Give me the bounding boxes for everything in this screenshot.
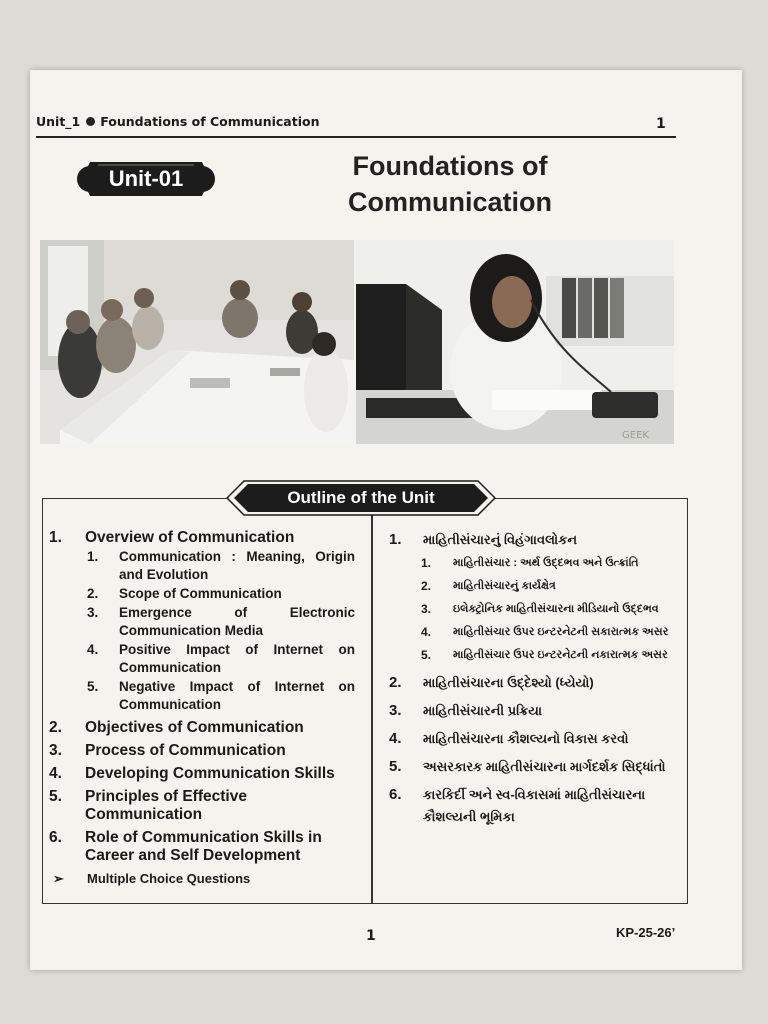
item-number: 6. — [389, 786, 402, 803]
item-text: Emergence of Electronic Communication Media — [119, 605, 355, 638]
outline-gu-item — [383, 756, 679, 778]
item-text: Multiple Choice Questions — [87, 871, 251, 886]
badge-text: Unit-01 — [108, 166, 184, 191]
outline-en-item — [49, 719, 355, 737]
telephone-photo — [356, 240, 674, 444]
outline-gu-item — [383, 552, 679, 574]
meeting-illustration-icon — [40, 240, 354, 444]
outline-banner-text: Outline of the Unit — [287, 488, 435, 507]
item-text: ઇલેક્ટ્રોનિક માહિતીસંચારના મીડિયાનો ઉદ્દભવ — [453, 603, 659, 615]
header-unit-label: Unit_1 — [36, 114, 81, 129]
outline-gu-item — [383, 672, 679, 694]
item-number: 4. — [421, 625, 432, 639]
item-text: Role of Communication Skills in Career and Self Development — [85, 829, 322, 864]
outline-english-column — [49, 529, 355, 888]
item-number: 2. — [87, 586, 99, 601]
item-text: માહિતીસંચાર ઉપર ઇન્ટરનેટની સકારાત્મક અસર — [453, 626, 669, 638]
outline-en-item — [49, 829, 355, 865]
item-text: Negative Impact of Internet on Communication — [119, 679, 355, 712]
item-text: Developing Communication Skills — [85, 765, 335, 782]
outline-en-item — [49, 641, 355, 677]
item-number: 1. — [421, 556, 432, 570]
item-text: માહિતીસંચારની પ્રક્રિયા — [423, 703, 543, 718]
outline-banner — [226, 480, 496, 516]
outline-divider — [371, 499, 373, 903]
phone-illustration-icon — [356, 240, 674, 444]
title-line-1: Foundations of — [352, 151, 548, 181]
outline-en-item — [49, 678, 355, 714]
item-text: અસરકારક માહિતીસંચારના માર્ગદર્શક સિદ્ધાંતો — [423, 759, 666, 774]
item-number: 3. — [49, 742, 62, 759]
item-number: 5. — [49, 788, 62, 805]
item-text: માહિતીસંચારના કૌશલ્યનો વિકાસ કરવો — [423, 731, 629, 746]
item-text: કારકિર્દી અને સ્વ-વિકાસમાં માહિતીસંચારના કૌશલ્યની ભૂમિકા — [423, 787, 646, 824]
outline-en-item — [49, 585, 355, 603]
item-text: માહિતીસંચાર : અર્થ ઉદ્દભવ અને ઉત્ક્રાંતિ — [453, 557, 639, 569]
running-header — [36, 110, 676, 138]
outline-gu-item — [383, 784, 679, 828]
item-number: 5. — [421, 648, 432, 662]
bullet-icon — [86, 117, 95, 126]
photo-watermark: GEEK — [622, 430, 649, 441]
document-page — [30, 70, 742, 970]
item-text: Process of Communication — [85, 742, 286, 759]
outline-gu-item — [383, 621, 679, 643]
item-text: Overview of Communication — [85, 529, 295, 546]
outline-gu-item — [383, 598, 679, 620]
outline-en-item — [49, 529, 355, 547]
item-number: 3. — [421, 602, 432, 616]
unit-badge — [76, 158, 216, 200]
item-text: માહિતીસંચાર ઉપર ઇન્ટરનેટની નકારાત્મક અસર — [453, 649, 668, 661]
outline-gu-item — [383, 644, 679, 666]
outline-en-item — [49, 788, 355, 824]
outline-en-item — [49, 870, 355, 888]
footer-code: KP-25-26’ — [616, 925, 676, 940]
outline-gu-item — [383, 700, 679, 722]
item-number: 4. — [389, 730, 402, 747]
item-text: માહિતીસંચારનું વિહંગાવલોકન — [423, 532, 578, 547]
item-text: માહિતીસંચારના ઉદ્દેશ્યો (ધ્યેયો) — [423, 675, 594, 690]
outline-en-item — [49, 548, 355, 584]
item-number: 1. — [87, 549, 99, 564]
item-number: 1. — [49, 529, 62, 546]
item-number: 2. — [389, 674, 402, 691]
item-number: 3. — [87, 605, 99, 620]
item-number: 6. — [49, 829, 62, 846]
item-number: 1. — [389, 531, 402, 548]
item-number: 5. — [87, 679, 99, 694]
outline-en-item — [49, 742, 355, 760]
item-number: 5. — [389, 758, 402, 775]
item-number: 4. — [49, 765, 62, 782]
outline-en-item — [49, 765, 355, 783]
item-text: માહિતીસંચારનું કાર્યક્ષેત્ર — [453, 580, 556, 592]
item-text: Positive Impact of Internet on Communication — [119, 642, 355, 675]
outline-gu-item — [383, 575, 679, 597]
outline-gu-item — [383, 529, 679, 551]
arrow-icon: ➢ — [53, 871, 64, 886]
outline-gujarati-column — [383, 529, 679, 828]
title-line-2: Communication — [347, 187, 552, 217]
footer-page-number: 1 — [366, 928, 376, 944]
header-title — [36, 114, 319, 129]
outline-box — [42, 498, 688, 904]
outline-en-item — [49, 604, 355, 640]
item-number: 4. — [87, 642, 99, 657]
meeting-photo — [40, 240, 354, 444]
item-text: Objectives of Communication — [85, 719, 304, 736]
item-text: Communication : Meaning, Origin and Evolution — [119, 549, 355, 582]
page-title — [300, 148, 600, 220]
item-text: Principles of Effective Communication — [85, 788, 247, 823]
header-page-number: 1 — [656, 116, 666, 132]
item-number: 3. — [389, 702, 402, 719]
item-text: Scope of Communication — [119, 586, 282, 601]
item-number: 2. — [421, 579, 432, 593]
header-unit-title: Foundations of Communication — [100, 114, 320, 129]
outline-gu-item — [383, 728, 679, 750]
item-number: 2. — [49, 719, 62, 736]
